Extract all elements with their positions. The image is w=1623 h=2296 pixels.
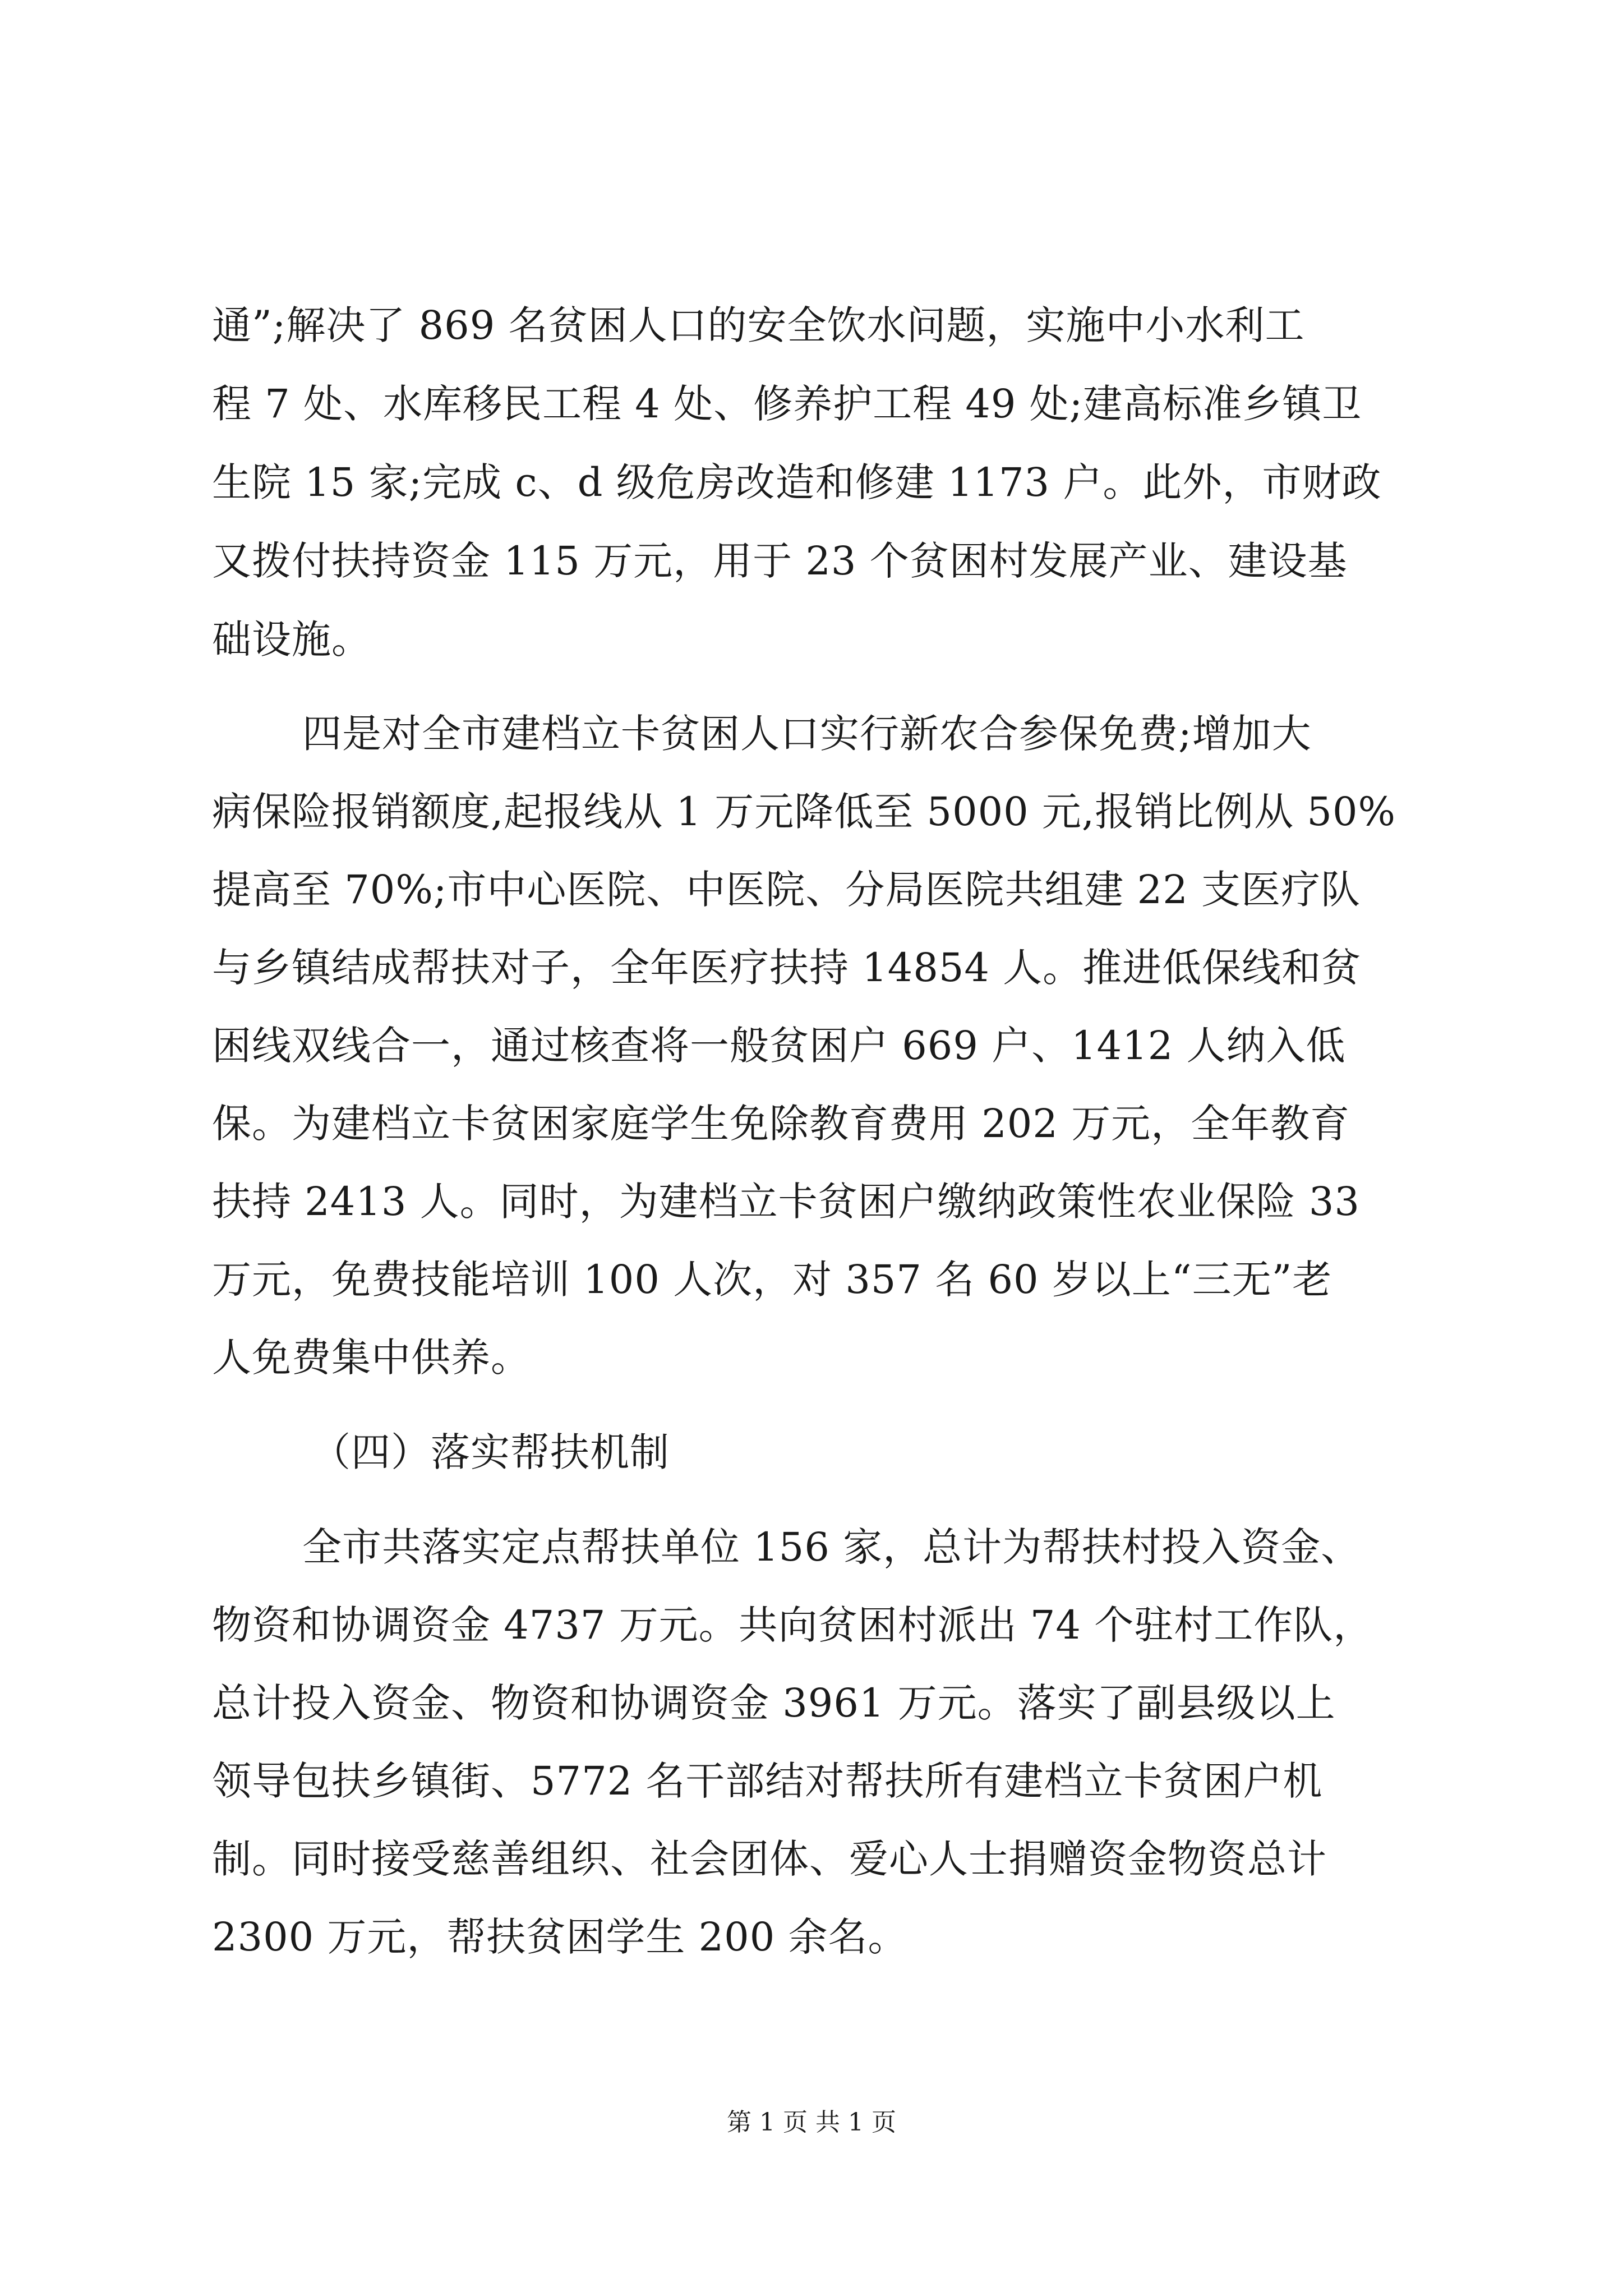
text-line: 生院 15 家;完成 c、d 级危房改造和修建 1173 户。此外，市财政 [212,459,1382,505]
text-line: 与乡镇结成帮扶对子，全年医疗扶持 14854 人。推进低保线和贫 [212,945,1362,991]
text-line: 通”;解决了 869 名贫困人口的安全饮水问题，实施中小水利工 [212,302,1305,348]
text-line: 制。同时接受慈善组织、社会团体、爱心人士捐赠资金物资总计 [212,1836,1327,1882]
text-line: 础设施。 [212,616,371,662]
text-line: 物资和协调资金 4737 万元。共向贫困村派出 74 个驻村工作队， [212,1602,1373,1648]
text-line: 提高至 70%;市中心医院、中医院、分局医院共组建 22 支医疗队 [212,867,1361,913]
text-line: 总计投入资金、物资和协调资金 3961 万元。落实了副县级以上 [212,1680,1336,1726]
section-heading: （四）落实帮扶机制 [311,1429,670,1475]
text-line: 领导包扶乡镇街、5772 名干部结对帮扶所有建档立卡贫困户机 [212,1758,1323,1804]
paragraph-start-line: 全市共落实定点帮扶单位 156 家，总计为帮扶村投入资金、 [302,1524,1361,1570]
text-line: 困线双线合一，通过核查将一般贫困户 669 户、1412 人纳入低 [212,1023,1346,1069]
text-line: 万元，免费技能培训 100 人次，对 357 名 60 岁以上“三无”老 [212,1257,1332,1303]
text-line: 人免费集中供养。 [212,1335,531,1381]
text-line: 病保险报销额度,起报线从 1 万元降低至 5000 元,报销比例从 50% [212,789,1396,835]
text-line: 程 7 处、水库移民工程 4 处、修养护工程 49 处;建高标准乡镇卫 [212,381,1362,427]
text-line: 2300 万元，帮扶贫困学生 200 余名。 [212,1914,908,1960]
text-line: 保。为建档立卡贫困家庭学生免除教育费用 202 万元，全年教育 [212,1101,1350,1147]
text-line: 扶持 2413 人。同时，为建档立卡贫困户缴纳政策性农业保险 33 [212,1179,1360,1225]
text-line: 又拨付扶持资金 115 万元，用于 23 个贫困村发展产业、建设基 [212,538,1348,584]
paragraph-start-line: 四是对全市建档立卡贫困人口实行新农合参保免费;增加大 [302,711,1312,757]
page-number-footer: 第 1 页 共 1 页 [727,2108,896,2137]
